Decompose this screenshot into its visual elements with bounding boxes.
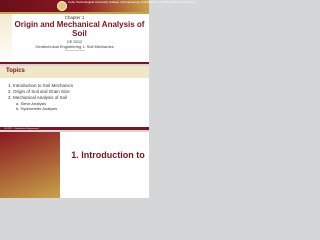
footer-text: CE 3212 — Geotechnical Engineering 1 — [4, 127, 40, 130]
slide-1-title[interactable] — [0, 0, 196, 64]
topic-item: 1. Introduction to Soil Mechanics — [8, 83, 74, 88]
slide-title: Origin and Mechanical Analysis of Soil — [14, 20, 145, 38]
topic-item: 3. Mechanical Analysis of Soil — [8, 95, 68, 100]
course-name: Geotechnical Engineering 1: Soil Mechanics — [35, 43, 114, 49]
topics-list — [8, 83, 73, 111]
course-code: CE 3212 — [66, 39, 83, 44]
slide-2-topics[interactable] — [0, 66, 149, 130]
slide-3-introduction[interactable] — [0, 132, 149, 198]
subtopic-item: b. Hydrometer Analysis — [16, 106, 58, 111]
footer-bar — [0, 127, 149, 130]
content-panel — [60, 132, 149, 198]
course-info — [0, 40, 149, 49]
gold-ribbon — [0, 12, 149, 14]
university-name: Cebu Technological University College of Engineering, Architecture, and Information Technology — [68, 0, 196, 4]
instructor-line: Engr. Instructor Name — [65, 50, 85, 52]
slide-title: 1. Introduction to — [71, 150, 145, 160]
footer-bar — [0, 62, 149, 64]
chapter-label: Chapter 1 — [64, 15, 85, 20]
side-accent — [0, 14, 12, 64]
subtopic-item: a. Sieve Analysis — [16, 101, 47, 106]
slide-title: Topics — [6, 68, 25, 74]
decorative-panel — [0, 132, 60, 198]
university-logo — [57, 1, 67, 11]
topic-item: 2. Origin of Soil and Grain Size — [8, 89, 70, 94]
